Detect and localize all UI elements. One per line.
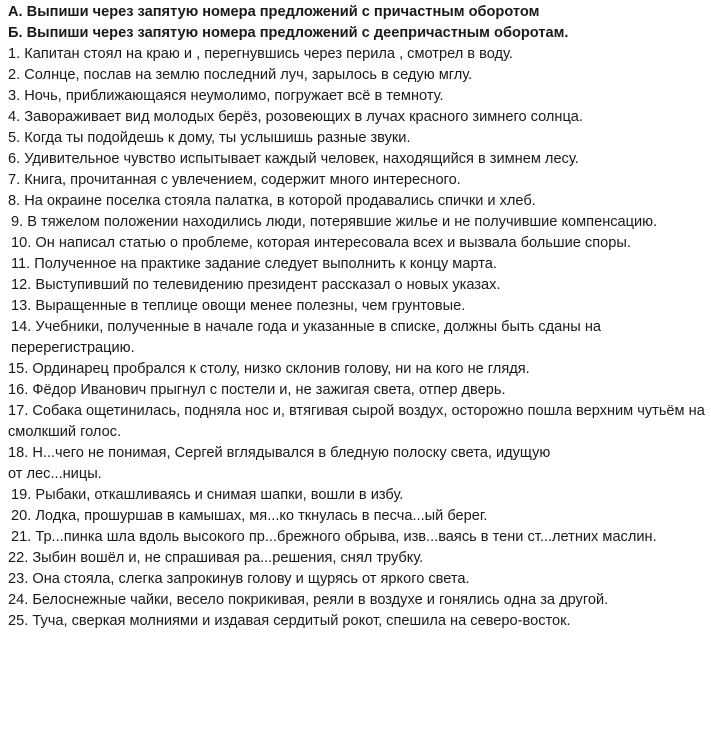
sentence-23 bbox=[8, 569, 708, 590]
sentence-number: 22. bbox=[8, 550, 29, 566]
sentence-9 bbox=[8, 212, 708, 233]
sentence-11 bbox=[8, 254, 708, 275]
sentence-number: 8. bbox=[8, 193, 21, 209]
sentence-21 bbox=[8, 527, 708, 548]
sentence-text: Она стояла, слегка запрокинув голову и щурясь от яркого света. bbox=[28, 571, 470, 587]
sentence-20 bbox=[8, 506, 708, 527]
sentence-text: Выступивший по телевидению президент рассказал о новых указах. bbox=[31, 277, 501, 293]
sentence-text: Рыбаки, откашливаясь и снимая шапки, вошли в избу. bbox=[31, 487, 404, 503]
sentence-16 bbox=[8, 380, 708, 401]
sentence-text: Тр...пинка шла вдоль высокого пр...брежного обрыва, изв...ваясь в тени ст...летних маслин. bbox=[31, 529, 657, 545]
sentence-text: Учебники, полученные в начале года и указанные в списке, должны быть сданы на перерегистрацию. bbox=[11, 319, 606, 356]
sentence-22 bbox=[8, 548, 708, 569]
sentence-text: Удивительное чувство испытывает каждый человек, находящийся в зимнем лесу. bbox=[20, 151, 579, 167]
sentence-list bbox=[8, 44, 708, 632]
sentence-number: 21. bbox=[11, 529, 32, 545]
sentence-number: 17. bbox=[8, 403, 29, 419]
sentence-number: 10. bbox=[11, 235, 32, 251]
sentence-14 bbox=[8, 317, 708, 359]
sentence-number: 15. bbox=[8, 361, 29, 377]
sentence-number: 6. bbox=[8, 151, 21, 167]
sentence-number: 2. bbox=[8, 67, 21, 83]
sentence-15 bbox=[8, 359, 708, 380]
sentence-text: Когда ты подойдешь к дому, ты услышишь разные звуки. bbox=[20, 130, 411, 146]
sentence-text: Книга, прочитанная с увлечением, содержит много интересного. bbox=[20, 172, 461, 188]
sentence-text: Туча, сверкая молниями и издавая сердитый рокот, спешила на северо-восток. bbox=[28, 613, 571, 629]
sentence-number: 1. bbox=[8, 46, 21, 62]
sentence-number: 24. bbox=[8, 592, 29, 608]
sentence-number: 16. bbox=[8, 382, 29, 398]
sentence-number: 25. bbox=[8, 613, 29, 629]
sentence-text: Выращенные в теплице овощи менее полезны, чем грунтовые. bbox=[31, 298, 466, 314]
sentence-number: 18. bbox=[8, 445, 29, 461]
sentence-text: Завораживает вид молодых берёз, розовеющих в лучах красного зимнего солнца. bbox=[20, 109, 583, 125]
sentence-number: 9. bbox=[11, 214, 24, 230]
sentence-12 bbox=[8, 275, 708, 296]
sentence-8 bbox=[8, 191, 708, 212]
sentence-number: 7. bbox=[8, 172, 21, 188]
sentence-24 bbox=[8, 590, 708, 611]
sentence-text: Капитан стоял на краю и , перегнувшись через перила , смотрел в воду. bbox=[20, 46, 513, 62]
sentence-number: 13. bbox=[11, 298, 32, 314]
sentence-6 bbox=[8, 149, 708, 170]
sentence-text: Лодка, прошуршав в камышах, мя...ко ткнулась в песча...ый берег. bbox=[31, 508, 488, 524]
sentence-text: Собака ощетинилась, подняла нос и, втягивая сырой воздух, осторожно пошла верхним чутьём на смолкший голос. bbox=[8, 403, 709, 440]
sentence-number: 20. bbox=[11, 508, 32, 524]
sentence-1 bbox=[8, 44, 708, 65]
sentence-text: Фёдор Иванович прыгнул с постели и, не зажигая света, отпер дверь. bbox=[28, 382, 506, 398]
sentence-number: 5. bbox=[8, 130, 21, 146]
sentence-text: В тяжелом положении находились люди, потерявшие жилье и не получившие компенсацию. bbox=[23, 214, 658, 230]
sentence-number: 12. bbox=[11, 277, 32, 293]
sentence-number: 14. bbox=[11, 319, 32, 335]
sentence-text: Солнце, послав на землю последний луч, зарылось в седую мглу. bbox=[20, 67, 473, 83]
sentence-5 bbox=[8, 128, 708, 149]
sentence-7 bbox=[8, 170, 708, 191]
sentence-25 bbox=[8, 611, 708, 632]
sentence-text: Ночь, приближающаяся неумолимо, погружает всё в темноту. bbox=[20, 88, 444, 104]
sentence-2 bbox=[8, 65, 708, 86]
sentence-text: Н...чего не понимая, Сергей вглядывался в бледную полоску света, идущую от лес...ницы. bbox=[8, 445, 551, 482]
sentence-text: Полученное на практике задание следует выполнить к концу марта. bbox=[30, 256, 497, 272]
sentence-17 bbox=[8, 401, 708, 443]
sentence-4 bbox=[8, 107, 708, 128]
sentence-number: 23. bbox=[8, 571, 29, 587]
sentence-19 bbox=[8, 485, 708, 506]
document bbox=[8, 2, 708, 632]
sentence-text: Ординарец пробрался к столу, низко склонив голову, ни на кого не глядя. bbox=[28, 361, 530, 377]
sentence-text: Он написал статью о проблеме, которая интересовала всех и вызвала большие споры. bbox=[31, 235, 631, 251]
sentence-number: 11. bbox=[11, 256, 31, 272]
sentence-text: Зыбин вошёл и, не спрашивая ра...решения, снял трубку. bbox=[28, 550, 424, 566]
task-b-heading: Б. Выпиши через запятую номера предложений с деепричастным оборотам. bbox=[8, 25, 569, 41]
task-a-heading: А. Выпиши через запятую номера предложений с причастным оборотом bbox=[8, 4, 540, 20]
sentence-13 bbox=[8, 296, 708, 317]
sentence-number: 3. bbox=[8, 88, 21, 104]
sentence-number: 4. bbox=[8, 109, 21, 125]
sentence-18 bbox=[8, 443, 708, 485]
sentence-number: 19. bbox=[11, 487, 32, 503]
sentence-10 bbox=[8, 233, 708, 254]
sentence-text: На окраине поселка стояла палатка, в которой продавались спички и хлеб. bbox=[20, 193, 536, 209]
sentence-text: Белоснежные чайки, весело покрикивая, реяли в воздухе и гонялись одна за другой. bbox=[28, 592, 609, 608]
sentence-3 bbox=[8, 86, 708, 107]
